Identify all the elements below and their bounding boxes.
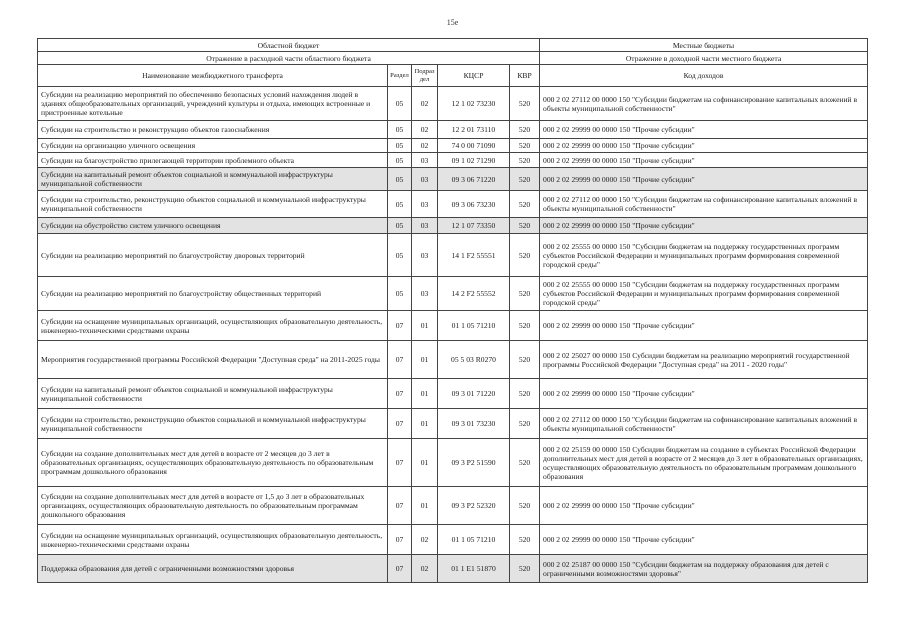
kvr-cell: 520 (510, 439, 540, 487)
col-header-name: Наименование межбюджетного трансферта (38, 65, 388, 87)
income-code-cell: 000 2 02 29999 00 0000 150 "Прочие субсидии" (540, 168, 868, 191)
subsection-cell: 03 (412, 277, 438, 311)
income-code-cell: 000 2 02 25555 00 0000 150 "Субсидии бюджетам на поддержку государственных программ субъектов Российской Федерации и муниципальных программ формирования современной городской среды" (540, 277, 868, 311)
kvr-cell: 520 (510, 153, 540, 168)
subsection-cell: 03 (412, 191, 438, 218)
income-code-cell: 000 2 02 25027 00 0000 150 Субсидии бюджетам на реализацию мероприятий государственной программы Российской Федерации "Доступная среда" на 2011 - 2020 годы" (540, 341, 868, 379)
kcsr-cell: 09 1 02 71290 (438, 153, 510, 168)
subsection-cell: 01 (412, 409, 438, 439)
transfer-name-cell: Субсидии на строительство, реконструкцию объектов социальной и коммунальной инфраструктуры муниципальной собственности (38, 409, 388, 439)
transfer-name-cell: Субсидии на капитальный ремонт объектов социальной и коммунальной инфраструктуры муниципальной собственности (38, 168, 388, 191)
kcsr-cell: 05 5 03 R0270 (438, 341, 510, 379)
subsection-cell: 02 (412, 87, 438, 121)
kvr-cell: 520 (510, 555, 540, 583)
transfer-name-cell: Субсидии на строительство и реконструкцию объектов газоснабжения (38, 121, 388, 139)
kvr-cell: 520 (510, 218, 540, 234)
kvr-cell: 520 (510, 168, 540, 191)
kvr-cell: 520 (510, 525, 540, 555)
local-income-header: Отражение в доходной части местного бюджета (540, 52, 868, 65)
kvr-cell: 520 (510, 379, 540, 409)
income-code-cell: 000 2 02 29999 00 0000 150 "Прочие субсидии" (540, 218, 868, 234)
transfer-name-cell: Мероприятия государственной программы Российской Федерации "Доступная среда" на 2011-2025 годы (38, 341, 388, 379)
table-row (38, 525, 868, 555)
kcsr-cell: 74 0 00 71090 (438, 139, 510, 153)
income-code-cell: 000 2 02 29999 00 0000 150 "Прочие субсидии" (540, 487, 868, 525)
income-code-cell: 000 2 02 25159 00 0000 150 Субсидии бюджетам на создание в субъектах Российской Федерации дополнительных мест для детей в возрасте от 2 месяцев до 3 лет в образовательных организациях, осуществляющих образовательную деятельность по образовательным программам дошкольного образования (540, 439, 868, 487)
col-header-income-code: Код доходов (540, 65, 868, 87)
section-cell: 07 (388, 525, 412, 555)
section-cell: 05 (388, 168, 412, 191)
transfer-name-cell: Поддержка образования для детей с ограниченными возможностями здоровья (38, 555, 388, 583)
section-cell: 05 (388, 139, 412, 153)
kcsr-cell: 09 3 06 73230 (438, 191, 510, 218)
section-cell: 07 (388, 341, 412, 379)
table-row (38, 277, 868, 311)
transfer-name-cell: Субсидии на реализацию мероприятий по обеспечению безопасных условий нахождения людей в зданиях общеобразовательных организаций, учреждений культуры и отдыха, имеющих встроенные и пристроенные котельные (38, 87, 388, 121)
table-row (38, 191, 868, 218)
kvr-cell: 520 (510, 311, 540, 341)
regional-budget-header: Областной бюджет (38, 39, 540, 52)
kcsr-cell: 09 3 06 71220 (438, 168, 510, 191)
subsection-cell: 02 (412, 555, 438, 583)
income-code-cell: 000 2 02 25187 00 0000 150 "Субсидии бюджетам на поддержку образования для детей с ограниченными возможностями здоровья" (540, 555, 868, 583)
income-code-cell: 000 2 02 25555 00 0000 150 "Субсидии бюджетам на поддержку государственных программ субъектов Российской Федерации и муниципальных программ формирования современной городской среды" (540, 234, 868, 277)
section-cell: 07 (388, 555, 412, 583)
section-cell: 07 (388, 379, 412, 409)
kvr-cell: 520 (510, 277, 540, 311)
kvr-cell: 520 (510, 87, 540, 121)
page-number: 15e (446, 18, 459, 27)
kvr-cell: 520 (510, 191, 540, 218)
col-header-kcsr: КЦСР (438, 65, 510, 87)
income-code-cell: 000 2 02 29999 00 0000 150 "Прочие субсидии" (540, 379, 868, 409)
transfer-name-cell: Субсидии на капитальный ремонт объектов социальной и коммунальной инфраструктуры муниципальной собственности (38, 379, 388, 409)
kvr-cell: 520 (510, 121, 540, 139)
kvr-cell: 520 (510, 487, 540, 525)
table-row (38, 139, 868, 153)
transfer-name-cell: Субсидии на реализацию мероприятий по благоустройству общественных территорий (38, 277, 388, 311)
kvr-cell: 520 (510, 341, 540, 379)
section-cell: 05 (388, 153, 412, 168)
kcsr-cell: 01 1 05 71210 (438, 311, 510, 341)
transfer-name-cell: Субсидии на благоустройство прилегающей территории проблемного объекта (38, 153, 388, 168)
transfer-name-cell: Субсидии на строительство, реконструкцию объектов социальной и коммунальной инфраструктуры муниципальной собственности (38, 191, 388, 218)
col-header-subsection: Подраздел (412, 65, 438, 87)
section-cell: 05 (388, 121, 412, 139)
income-code-cell: 000 2 02 29999 00 0000 150 "Прочие субсидии" (540, 525, 868, 555)
section-cell: 07 (388, 439, 412, 487)
subsection-cell: 01 (412, 341, 438, 379)
transfer-name-cell: Субсидии на оснащение муниципальных организаций, осуществляющих образовательную деятельность, инженерно-техническими средствами охраны (38, 525, 388, 555)
transfer-name-cell: Субсидии на оснащение муниципальных организаций, осуществляющих образовательную деятельность, инженерно-техническими средствами охраны (38, 311, 388, 341)
kcsr-cell: 14 2 F2 55552 (438, 277, 510, 311)
income-code-cell: 000 2 02 27112 00 0000 150 "Субсидии бюджетам на софинансирование капитальных вложений в объекты муниципальной собственности" (540, 409, 868, 439)
section-cell: 05 (388, 218, 412, 234)
col-header-section: Раздел (388, 65, 412, 87)
transfer-name-cell: Субсидии на обустройство систем уличного освещения (38, 218, 388, 234)
kvr-cell: 520 (510, 139, 540, 153)
income-code-cell: 000 2 02 27112 00 0000 150 "Субсидии бюджетам на софинансирование капитальных вложений в объекты муниципальной собственности" (540, 191, 868, 218)
table-row (38, 341, 868, 379)
income-code-cell: 000 2 02 29999 00 0000 150 "Прочие субсидии" (540, 311, 868, 341)
table-row (38, 487, 868, 525)
subsection-cell: 03 (412, 218, 438, 234)
kvr-cell: 520 (510, 234, 540, 277)
subsection-cell: 01 (412, 379, 438, 409)
subsection-cell: 03 (412, 153, 438, 168)
table-row (38, 218, 868, 234)
income-code-cell: 000 2 02 29999 00 0000 150 "Прочие субсидии" (540, 153, 868, 168)
subsection-cell: 03 (412, 234, 438, 277)
kvr-cell: 520 (510, 409, 540, 439)
section-cell: 07 (388, 409, 412, 439)
kcsr-cell: 01 1 Е1 51870 (438, 555, 510, 583)
table-row (38, 409, 868, 439)
subsection-cell: 02 (412, 525, 438, 555)
kcsr-cell: 09 3 P2 51590 (438, 439, 510, 487)
kcsr-cell: 09 3 01 71220 (438, 379, 510, 409)
kcsr-cell: 12 1 02 73230 (438, 87, 510, 121)
section-cell: 07 (388, 311, 412, 341)
income-code-cell: 000 2 02 27112 00 0000 150 "Субсидии бюджетам на софинансирование капитальных вложений в объекты муниципальной собственности" (540, 87, 868, 121)
table-row (38, 379, 868, 409)
col-header-kvr: КВР (510, 65, 540, 87)
kcsr-cell: 09 3 P2 52320 (438, 487, 510, 525)
section-cell: 05 (388, 87, 412, 121)
section-cell: 05 (388, 191, 412, 218)
transfer-name-cell: Субсидии на организацию уличного освещения (38, 139, 388, 153)
section-cell: 07 (388, 487, 412, 525)
table-row (38, 168, 868, 191)
income-code-cell: 000 2 02 29999 00 0000 150 "Прочие субсидии" (540, 121, 868, 139)
table-row (38, 121, 868, 139)
table-row (38, 555, 868, 583)
section-cell: 05 (388, 277, 412, 311)
table-row (38, 87, 868, 121)
transfer-name-cell: Субсидии на реализацию мероприятий по благоустройству дворовых территорий (38, 234, 388, 277)
subsection-cell: 03 (412, 168, 438, 191)
transfer-name-cell: Субсидии на создание дополнительных мест для детей в возрасте от 1,5 до 3 лет в образовательных организациях, осуществляющих образовательную деятельность по образовательным программам дошкольного образования (38, 487, 388, 525)
local-budgets-header: Местные бюджеты (540, 39, 868, 52)
subsection-cell: 01 (412, 311, 438, 341)
subsection-cell: 01 (412, 487, 438, 525)
table-row (38, 311, 868, 341)
kcsr-cell: 12 2 01 73110 (438, 121, 510, 139)
intergovernmental-transfers-table (37, 38, 868, 583)
transfer-name-cell: Субсидии на создание дополнительных мест для детей в возрасте от 2 месяцев до 3 лет в образовательных организациях, осуществляющих образовательную деятельность по образовательным программам дошкольного образования (38, 439, 388, 487)
income-code-cell: 000 2 02 29999 00 0000 150 "Прочие субсидии" (540, 139, 868, 153)
regional-expense-header: Отражение в расходной части областного бюджета (38, 52, 540, 65)
table-row (38, 439, 868, 487)
kcsr-cell: 12 1 07 73350 (438, 218, 510, 234)
subsection-cell: 02 (412, 121, 438, 139)
kcsr-cell: 14 1 F2 55551 (438, 234, 510, 277)
subsection-cell: 01 (412, 439, 438, 487)
kcsr-cell: 09 3 01 73230 (438, 409, 510, 439)
section-cell: 05 (388, 234, 412, 277)
table-row (38, 234, 868, 277)
subsection-cell: 02 (412, 139, 438, 153)
table-row (38, 153, 868, 168)
kcsr-cell: 01 1 05 71210 (438, 525, 510, 555)
